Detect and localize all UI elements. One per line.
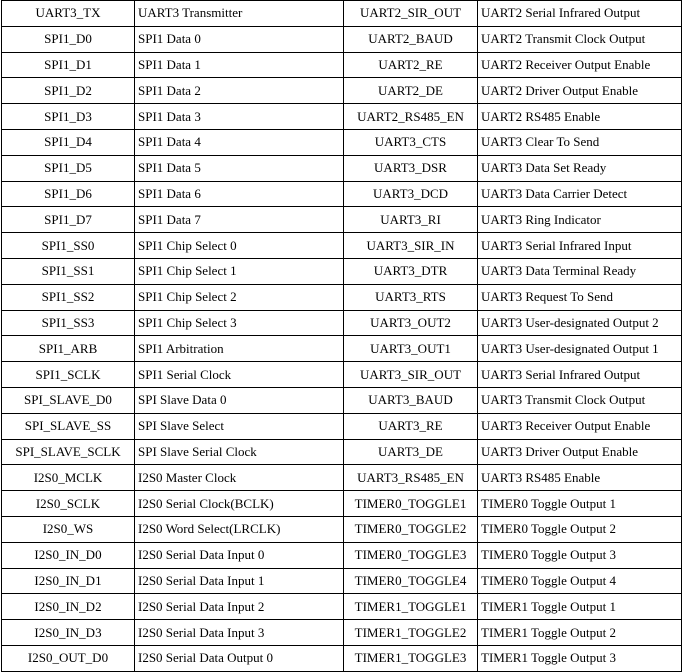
signal-name-cell: SPI1_D2 (2, 78, 135, 104)
signal-description-cell: SPI1 Data 6 (135, 181, 344, 207)
signal-description-cell: I2S0 Serial Data Input 0 (135, 542, 344, 568)
signal-name-cell: UART3_CTS (344, 129, 478, 155)
signal-name-cell: UART3_RI (344, 207, 478, 233)
signal-name-cell: UART3_SIR_OUT (344, 362, 478, 388)
signal-description-cell: TIMER0 Toggle Output 4 (478, 568, 682, 594)
signal-description-cell: UART2 Transmit Clock Output (478, 26, 682, 52)
table-row (2, 542, 682, 568)
table-row (2, 310, 682, 336)
table-row (2, 26, 682, 52)
signal-description-cell: UART3 Transmitter (135, 1, 344, 27)
signal-description-cell: SPI1 Chip Select 0 (135, 233, 344, 259)
signal-name-cell: SPI1_SS2 (2, 284, 135, 310)
signal-name-cell: I2S0_IN_D0 (2, 542, 135, 568)
signal-name-cell: UART3_RE (344, 413, 478, 439)
signal-name-cell: SPI_SLAVE_SS (2, 413, 135, 439)
table-row (2, 620, 682, 646)
signal-name-cell: UART3_BAUD (344, 387, 478, 413)
signal-description-cell: UART3 User-designated Output 1 (478, 336, 682, 362)
signal-description-cell: SPI1 Data 1 (135, 52, 344, 78)
signal-name-cell: I2S0_IN_D2 (2, 594, 135, 620)
signal-description-cell: I2S0 Serial Data Output 0 (135, 645, 344, 671)
signal-name-cell: UART3_DSR (344, 155, 478, 181)
signal-description-cell: I2S0 Word Select(LRCLK) (135, 516, 344, 542)
signal-name-cell: UART3_RTS (344, 284, 478, 310)
signal-description-cell: UART3 Driver Output Enable (478, 439, 682, 465)
signal-description-cell: TIMER1 Toggle Output 1 (478, 594, 682, 620)
signal-name-cell: SPI1_D7 (2, 207, 135, 233)
signal-description-cell: SPI1 Data 7 (135, 207, 344, 233)
signal-description-cell: SPI1 Data 2 (135, 78, 344, 104)
signal-name-cell: I2S0_SCLK (2, 491, 135, 517)
signal-description-cell: SPI1 Data 4 (135, 129, 344, 155)
signal-description-cell: UART2 Driver Output Enable (478, 78, 682, 104)
table-row (2, 516, 682, 542)
signal-description-cell: UART2 Serial Infrared Output (478, 1, 682, 27)
signal-description-cell: TIMER1 Toggle Output 3 (478, 645, 682, 671)
signal-name-cell: TIMER1_TOGGLE2 (344, 620, 478, 646)
signal-description-cell: TIMER1 Toggle Output 2 (478, 620, 682, 646)
signal-name-cell: UART2_DE (344, 78, 478, 104)
table-row (2, 439, 682, 465)
signal-description-cell: SPI1 Chip Select 2 (135, 284, 344, 310)
signal-description-cell: SPI1 Data 0 (135, 26, 344, 52)
signal-description-cell: SPI1 Arbitration (135, 336, 344, 362)
signal-description-cell: TIMER0 Toggle Output 3 (478, 542, 682, 568)
table-row (2, 491, 682, 517)
signal-name-cell: UART3_DCD (344, 181, 478, 207)
signal-description-cell: UART3 Serial Infrared Output (478, 362, 682, 388)
signal-description-cell: I2S0 Serial Data Input 2 (135, 594, 344, 620)
signal-name-cell: UART3_TX (2, 1, 135, 27)
signal-name-cell: SPI1_D1 (2, 52, 135, 78)
signal-description-cell: UART3 User-designated Output 2 (478, 310, 682, 336)
signal-description-cell: SPI1 Data 5 (135, 155, 344, 181)
signal-description-cell: SPI1 Chip Select 3 (135, 310, 344, 336)
signal-name-cell: UART2_RE (344, 52, 478, 78)
table-row (2, 207, 682, 233)
table-row (2, 129, 682, 155)
signal-name-cell: UART3_RS485_EN (344, 465, 478, 491)
signal-name-cell: SPI1_SS3 (2, 310, 135, 336)
table-row (2, 645, 682, 671)
signal-description-cell: I2S0 Serial Data Input 1 (135, 568, 344, 594)
table-row (2, 104, 682, 130)
signal-name-cell: I2S0_OUT_D0 (2, 645, 135, 671)
signal-description-cell: UART3 Receiver Output Enable (478, 413, 682, 439)
signal-name-cell: TIMER0_TOGGLE2 (344, 516, 478, 542)
signal-name-cell: SPI1_D0 (2, 26, 135, 52)
signal-description-cell: I2S0 Serial Clock(BCLK) (135, 491, 344, 517)
signal-description-cell: UART3 Transmit Clock Output (478, 387, 682, 413)
signal-description-cell: UART3 Data Set Ready (478, 155, 682, 181)
signal-name-cell: UART2_BAUD (344, 26, 478, 52)
signal-name-cell: SPI1_D5 (2, 155, 135, 181)
signal-description-cell: I2S0 Serial Data Input 3 (135, 620, 344, 646)
signal-name-cell: SPI1_SS0 (2, 233, 135, 259)
signal-description-cell: UART3 Ring Indicator (478, 207, 682, 233)
signal-description-cell: TIMER0 Toggle Output 2 (478, 516, 682, 542)
signal-name-cell: UART3_SIR_IN (344, 233, 478, 259)
signal-name-cell: UART3_OUT1 (344, 336, 478, 362)
signal-name-cell: UART3_DTR (344, 258, 478, 284)
signal-description-cell: SPI Slave Data 0 (135, 387, 344, 413)
signal-name-cell: TIMER0_TOGGLE1 (344, 491, 478, 517)
signal-description-cell: UART3 Data Terminal Ready (478, 258, 682, 284)
table-row (2, 594, 682, 620)
signal-name-cell: SPI_SLAVE_SCLK (2, 439, 135, 465)
table-row (2, 233, 682, 259)
table-row (2, 52, 682, 78)
signal-name-cell: UART3_OUT2 (344, 310, 478, 336)
signal-description-cell: UART3 Data Carrier Detect (478, 181, 682, 207)
signal-description-cell: I2S0 Master Clock (135, 465, 344, 491)
signal-name-cell: SPI1_SS1 (2, 258, 135, 284)
signal-name-cell: UART2_SIR_OUT (344, 1, 478, 27)
signal-name-cell: TIMER1_TOGGLE1 (344, 594, 478, 620)
signal-description-cell: SPI1 Chip Select 1 (135, 258, 344, 284)
table-row (2, 1, 682, 27)
signal-description-cell: SPI1 Serial Clock (135, 362, 344, 388)
table-row (2, 78, 682, 104)
signal-table (1, 0, 682, 672)
signal-name-cell: I2S0_MCLK (2, 465, 135, 491)
signal-name-cell: I2S0_IN_D3 (2, 620, 135, 646)
signal-name-cell: SPI1_ARB (2, 336, 135, 362)
signal-name-cell: UART2_RS485_EN (344, 104, 478, 130)
signal-table-body (2, 1, 682, 672)
signal-name-cell: TIMER1_TOGGLE3 (344, 645, 478, 671)
signal-name-cell: I2S0_IN_D1 (2, 568, 135, 594)
signal-name-cell: SPI_SLAVE_D0 (2, 387, 135, 413)
signal-description-cell: UART3 Serial Infrared Input (478, 233, 682, 259)
table-row (2, 413, 682, 439)
table-row (2, 387, 682, 413)
signal-description-cell: TIMER0 Toggle Output 1 (478, 491, 682, 517)
signal-description-cell: UART3 Request To Send (478, 284, 682, 310)
signal-name-cell: TIMER0_TOGGLE3 (344, 542, 478, 568)
signal-description-cell: UART2 Receiver Output Enable (478, 52, 682, 78)
table-row (2, 181, 682, 207)
table-row (2, 284, 682, 310)
signal-description-cell: SPI Slave Select (135, 413, 344, 439)
signal-description-cell: UART2 RS485 Enable (478, 104, 682, 130)
signal-name-cell: SPI1_D4 (2, 129, 135, 155)
signal-description-cell: UART3 Clear To Send (478, 129, 682, 155)
signal-description-cell: UART3 RS485 Enable (478, 465, 682, 491)
signal-name-cell: SPI1_D6 (2, 181, 135, 207)
table-row (2, 568, 682, 594)
signal-name-cell: TIMER0_TOGGLE4 (344, 568, 478, 594)
table-row (2, 362, 682, 388)
table-row (2, 258, 682, 284)
signal-description-cell: SPI1 Data 3 (135, 104, 344, 130)
signal-name-cell: SPI1_SCLK (2, 362, 135, 388)
table-row (2, 155, 682, 181)
signal-name-cell: UART3_DE (344, 439, 478, 465)
signal-name-cell: SPI1_D3 (2, 104, 135, 130)
table-row (2, 336, 682, 362)
signal-description-cell: SPI Slave Serial Clock (135, 439, 344, 465)
table-row (2, 465, 682, 491)
signal-name-cell: I2S0_WS (2, 516, 135, 542)
